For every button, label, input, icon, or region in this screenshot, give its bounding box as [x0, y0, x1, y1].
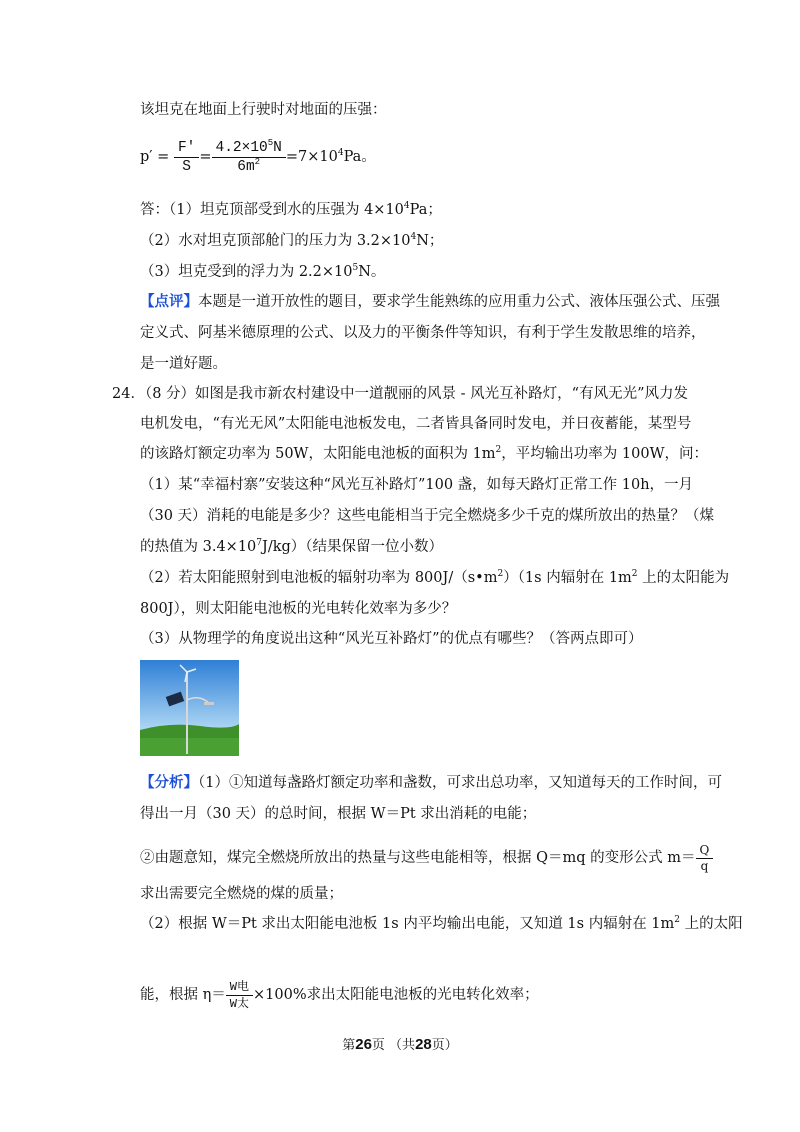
q24-line-1: 24．（8 分）如图是我市新农村建设中一道靓丽的风景 - 风光互补路灯，“有风无光”风力发: [112, 386, 688, 402]
review-line-1: 【点评】本题是一道开放性的题目，要求学生能熟练的应用重力公式、液体压强公式、压强: [140, 293, 720, 310]
q24-line-4: （1）某“幸福村寨”安装这种“风光互补路灯”100 盏，如每天路灯正常工作 10h，一月: [140, 477, 694, 493]
review-line-3: 是一道好题。: [140, 356, 227, 372]
fraction-q-over-q: $\frac{Q}{q}$: [696, 843, 714, 874]
analysis-line-2: 得出一月（30 天）的总时间，根据 W＝Pt 求出消耗的电能；: [140, 806, 537, 822]
formula-eq: =: [199, 149, 212, 165]
q24-line-5: （30 天）消耗的电能是多少？这些电能相当于完全燃烧多少千克的煤所放出的热量？（煤: [140, 508, 715, 524]
fraction-f-over-s: $\frac{F'}{S}$: [174, 139, 199, 176]
analysis-line-4: 求出需要完全燃烧的煤的质量；: [140, 886, 343, 902]
analysis-tag: 【分析】: [140, 774, 198, 791]
analysis-line-1: 【分析】（1）①知道每盏路灯额定功率和盏数，可求出总功率，又知道每天的工作时间，可: [140, 774, 722, 791]
street-lamp-photo: [140, 660, 239, 756]
analysis-line-6: 能，根据 η＝ $\frac{\text{W电}}{\text{W太}}$ ×100%求出太阳能电池板的光电转化效率；: [140, 979, 539, 1011]
answer-line-2: （2）水对坦克顶部舱门的压力为 $3.2\times 10^4N$；: [140, 232, 444, 249]
answer-line-1: 答：（1）坦克顶部受到水的压强为 $4\times 10^4Pa$；: [140, 201, 442, 218]
q24-line-6: 的热值为 $3.4\times 10^7J/kg$）（结果保留一位小数）: [140, 538, 444, 555]
review-line-2: 定义式、阿基米德原理的公式、以及力的平衡条件等知识，有利于学生发散思维的培养，: [140, 325, 706, 341]
total-pages: 28: [415, 1036, 432, 1053]
q24-line-2: 电机发电，“有光无风”太阳能电池板发电，二者皆具备同时发电，并日夜蓄能，某型号: [140, 416, 692, 432]
q24-line-3: 的该路灯额定功率为 50W，太阳能电池板的面积为 $1m^2$，平均输出功率为 100W，问：: [140, 445, 708, 462]
answer-line-3: （3）坦克受到的浮力为 $2.2\times 10^5N$。: [140, 263, 386, 280]
analysis-line-5: （2）根据 W＝Pt 求出太阳能电池板 1s 内平均输出电能，又知道 1s 内辐射在 $1m^2$ 上的太阳: [140, 915, 743, 932]
review-tag: 【点评】: [140, 293, 198, 310]
formula-result: $=7\times 10^4Pa$。: [285, 148, 376, 165]
q24-line-8: 800J），则太阳能电池板的光电转化效率为多少？: [140, 601, 457, 617]
page-footer: 第26页 （共28页）: [342, 1036, 458, 1053]
analysis-line-3: ②由题意知，煤完全燃烧所放出的热量与这些电能相等，根据 Q＝mq 的变形公式 m＝ $\frac{Q}{q}$: [140, 838, 713, 878]
q24-line-9: （3）从物理学的角度说出这种“风光互补路灯”的优点有哪些？（答两点即可）: [140, 631, 643, 647]
pressure-formula: [140, 134, 376, 180]
fraction-force-over-area: $\frac{4.2\times 10^5N}{6m^2}$: [212, 139, 286, 176]
fraction-efficiency: $\frac{\text{W电}}{\text{W太}}$: [226, 979, 253, 1012]
formula-lhs: p′ =: [140, 149, 170, 165]
current-page: 26: [355, 1036, 372, 1053]
intro-text: 该坦克在地面上行驶时对地面的压强：: [140, 102, 387, 118]
q24-line-7: （2）若太阳能照射到电池板的辐射功率为 $800J/(s•m^2)(1s$ 内辐射在 $1m^2$ 上的太阳能为: [140, 569, 730, 586]
